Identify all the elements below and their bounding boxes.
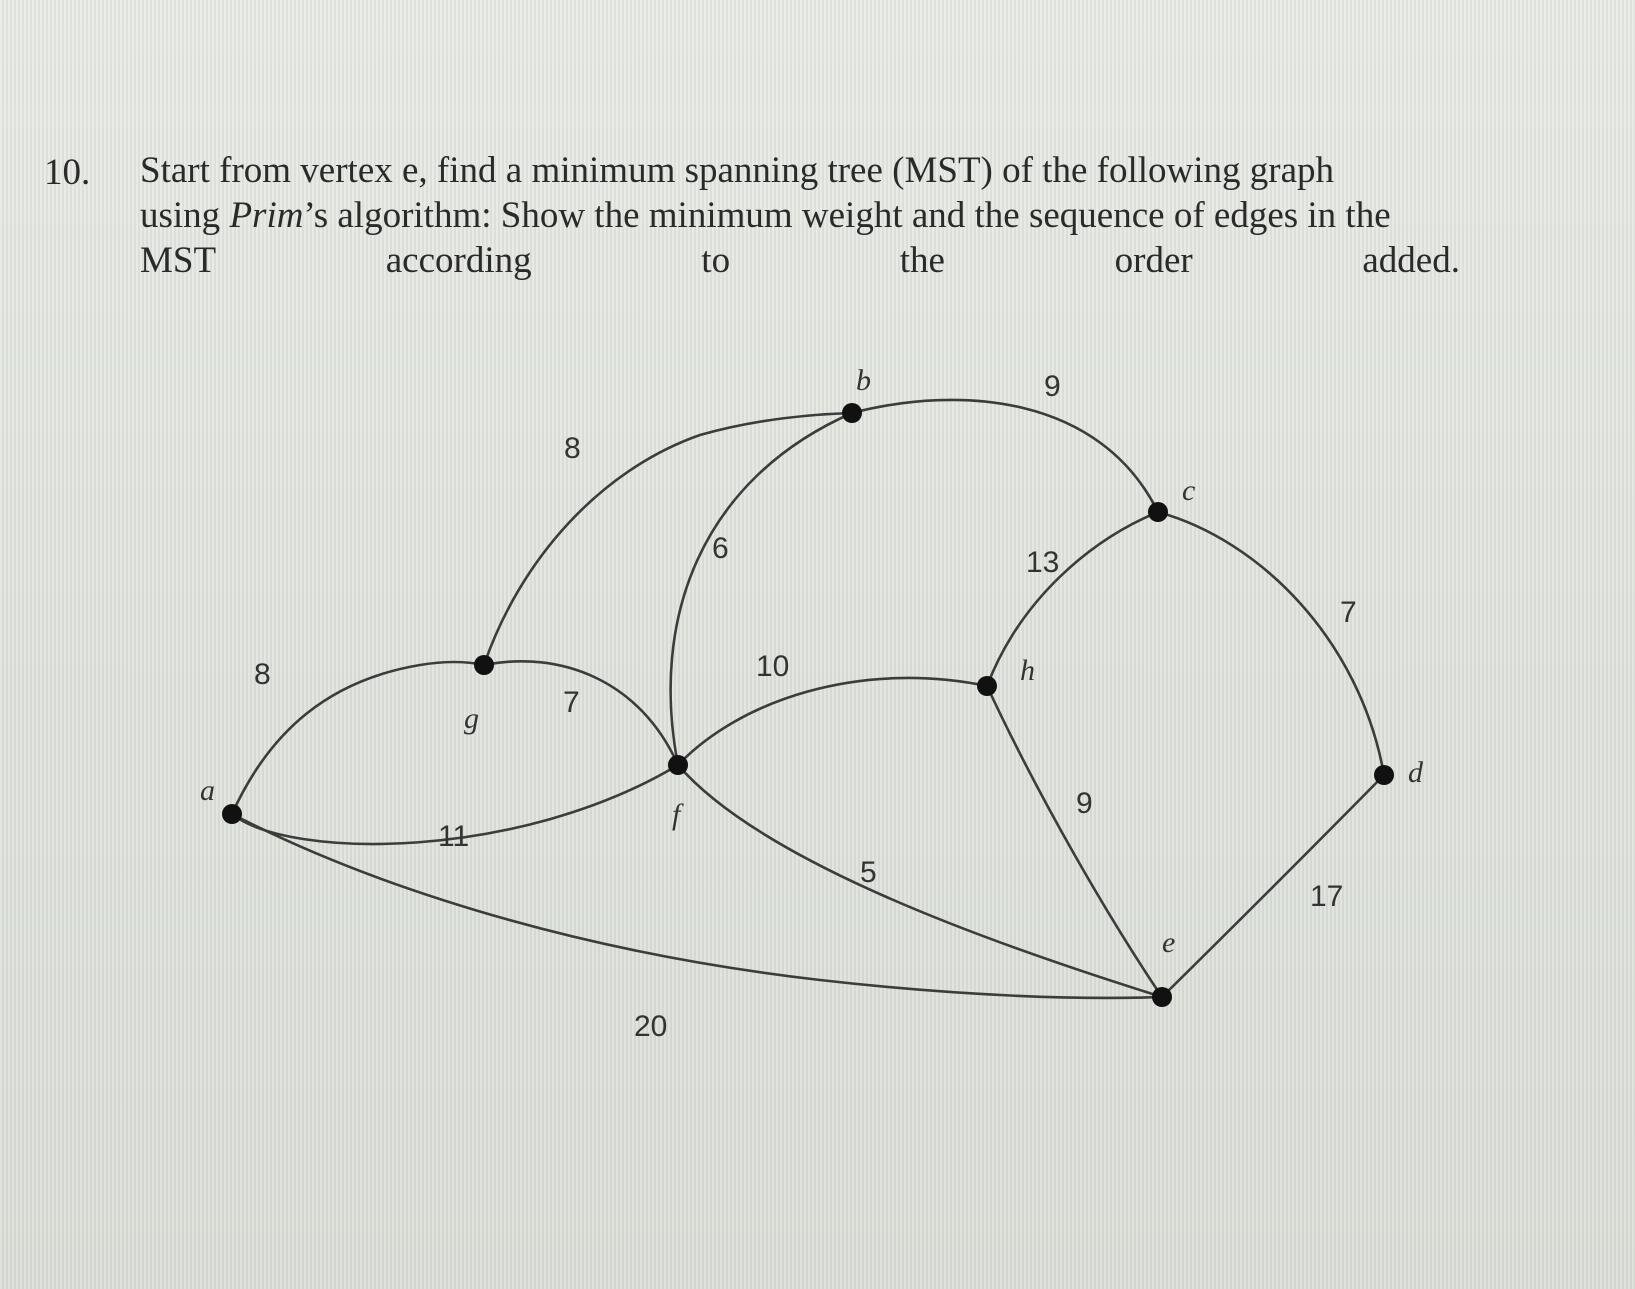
vertex-label-b: b xyxy=(856,364,871,397)
edge-g-f xyxy=(484,661,678,765)
vertex-label-h: h xyxy=(1020,654,1035,687)
edge-c-d xyxy=(1158,512,1384,775)
vertex-c xyxy=(1148,502,1168,522)
edge-g-b xyxy=(484,413,852,665)
prim-name: Prim xyxy=(229,195,304,236)
vertex-label-c: c xyxy=(1182,474,1196,507)
weight-label-a-g: 8 xyxy=(254,658,271,691)
question-word: the xyxy=(899,240,945,281)
weight-label-b-c: 9 xyxy=(1044,370,1061,403)
edge-h-e xyxy=(987,686,1162,997)
weight-label-g-b: 8 xyxy=(564,432,581,465)
question-line-2-start: using xyxy=(140,195,230,236)
weight-label-f-b: 6 xyxy=(712,532,729,565)
vertex-label-a: a xyxy=(200,774,215,807)
vertex-e xyxy=(1152,987,1172,1007)
vertex-h xyxy=(977,676,997,696)
weight-label-f-e: 5 xyxy=(860,856,877,889)
edge-f-b xyxy=(671,413,852,765)
vertex-b xyxy=(842,403,862,423)
vertex-f xyxy=(668,755,688,775)
question-word: order xyxy=(1114,240,1193,281)
edges xyxy=(232,400,1384,998)
edge-h-c xyxy=(987,512,1158,686)
weight-label-h-c: 13 xyxy=(1026,546,1060,579)
question-number: 10. xyxy=(44,152,91,193)
vertex-g xyxy=(474,655,494,675)
vertex-label-f: f xyxy=(672,798,681,831)
edge-b-c xyxy=(852,400,1158,512)
vertices xyxy=(222,403,1394,1007)
vertex-d xyxy=(1374,765,1394,785)
vertex-a xyxy=(222,804,242,824)
vertex-label-d: d xyxy=(1408,756,1423,789)
weight-label-d-e: 17 xyxy=(1310,880,1344,913)
question-word: MST xyxy=(140,240,217,281)
weight-label-c-d: 7 xyxy=(1340,596,1357,629)
edge-f-h xyxy=(678,678,987,765)
edge-d-e xyxy=(1162,775,1384,997)
vertex-label-e: e xyxy=(1162,926,1176,959)
edge-a-e xyxy=(232,814,1162,998)
edge-weights xyxy=(254,370,1357,1043)
weight-label-f-h: 10 xyxy=(756,650,790,683)
question-line-2-end: ’s algorithm: Show the minimum weight and the sequence of edges in the xyxy=(303,195,1391,236)
question-word: according xyxy=(385,240,532,281)
question-word: to xyxy=(701,240,731,281)
weight-label-a-e: 20 xyxy=(634,1010,668,1043)
vertex-labels xyxy=(200,364,1424,959)
weight-label-a-f: 11 xyxy=(438,820,470,853)
weight-label-g-f: 7 xyxy=(563,686,580,719)
question-line-1: Start from vertex e, find a minimum spanning tree (MST) of the following graph xyxy=(140,150,1335,191)
weight-label-h-e: 9 xyxy=(1076,787,1093,820)
vertex-label-g: g xyxy=(464,702,479,735)
question-word: added. xyxy=(1362,240,1460,281)
